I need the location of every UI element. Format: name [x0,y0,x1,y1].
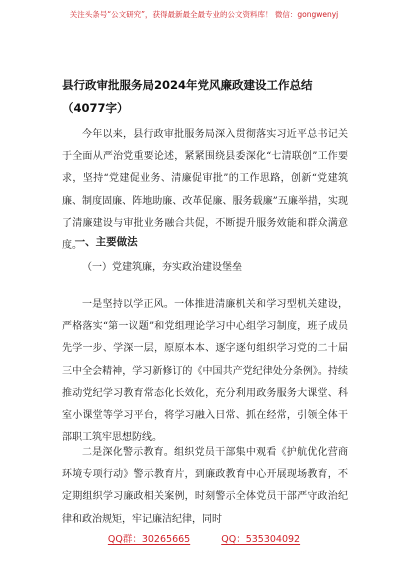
section-heading: 一、主要做法 [74,236,138,248]
body-paragraph-2: 二是深化警示教育。组织党员干部集中观看《护航优化营商环境专项行动》警示教育片，到廉政教育中心开展现场教育，不定期组织学习廉政相关案例，时刻警示全体党员干部严守政治纪律和政治规矩，牢记廉洁纪律，同时 [62,447,348,525]
subsection-heading: （一）党建筑廉，夯实政治建设堡垒 [82,262,242,273]
document-title: 县行政审批服务局2024年党风廉政建设工作总结（4077字） [62,78,313,115]
footer-contact [0,534,408,546]
body-paragraph-1: 一是坚持以学正风。一体推进清廉机关和学习型机关建设，严格落实“第一议题”和党组理论学习中心组学习制度，班子成员先学一步、学深一层，原原本本、逐字逐句组织学习党的二十届三中全会精神，学习新修订的《中国共产党纪律处分条例》。持续推动党纪学习教育常态化长效化，充分利用政务服务大课堂、科室小课堂等学习平台，将学习融入日常、抓在经常，引领全体干部职工筑牢思想防线。 [62,299,348,444]
intro-paragraph: 今年以来，县行政审批服务局深入贯彻落实习近平总书记关于全面从严治党重要论述，紧紧围绕县委深化“七清联创”工作要求，坚持“党建促业务、清廉促审批”的工作思路，创新“党建筑廉、制度固廉、阵地助廉、改革促廉、服务载廉”五廉举措，实现了清廉建设与审批业务融合共促，不断提升服务效能和群众满意度。 [62,129,348,252]
qq-group-link[interactable]: QQ群：30265665 [107,534,191,545]
header-banner: 关注头条号“公文研究”，获得最新最全最专业的公文资料库！ 微信：gongwenyj [69,10,339,19]
qq-contact-link[interactable]: QQ：535304092 [221,534,301,545]
